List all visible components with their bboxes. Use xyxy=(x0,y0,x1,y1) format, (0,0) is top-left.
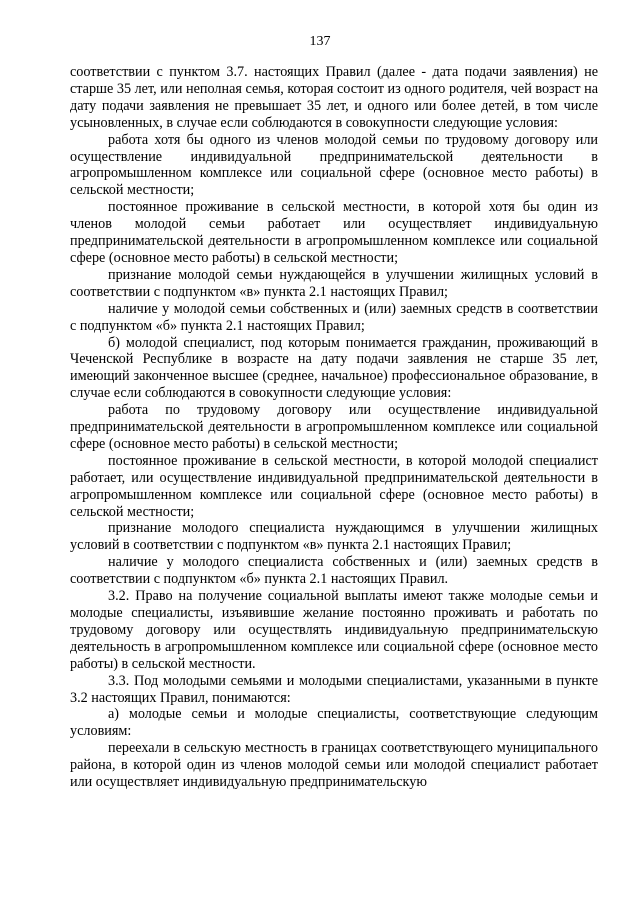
paragraph: переехали в сельскую местность в границах соответствующего муниципального района, в которой один из членов молодой семьи или молодой специалист работает или осуществляет индивидуальную предпринимательскую xyxy=(70,740,598,791)
paragraph: признание молодого специалиста нуждающимся в улучшении жилищных условий в соответствии с подпунктом «в» пункта 2.1 настоящих Правил; xyxy=(70,520,598,554)
paragraph: соответствии с пунктом 3.7. настоящих Правил (далее - дата подачи заявления) не старше 35 лет, или неполная семья, которая состоит из одного родителя, чей возраст на дату подачи заявления не превышает 35 лет, и одного или более детей, в том числе усыновленных, в случае если соблюдаются в совокупности следующие условия: xyxy=(70,64,598,131)
paragraph: работа по трудовому договору или осуществление индивидуальной предпринимательской деятельности в агропромышленном комплексе или социальной сфере (основное место работы) в сельской местности; xyxy=(70,402,598,452)
paragraph: признание молодой семьи нуждающейся в улучшении жилищных условий в соответствии с подпунктом «в» пункта 2.1 настоящих Правил; xyxy=(70,266,598,300)
paragraph: постоянное проживание в сельской местности, в которой молодой специалист работает, или осуществление индивидуальной предпринимательской деятельности в агропромышленном комплексе или социальной сфере (основное место работы) в сельской местности; xyxy=(70,452,598,520)
paragraph: 3.3. Под молодыми семьями и молодыми специалистами, указанными в пункте 3.2 настоящих Правил, понимаются: xyxy=(70,672,598,706)
paragraph: наличие у молодого специалиста собственных и (или) заемных средств в соответствии с подпунктом «б» пункта 2.1 настоящих Правил. xyxy=(70,554,598,588)
document-body xyxy=(70,64,598,791)
paragraph: а) молодые семьи и молодые специалисты, соответствующие следующим условиям: xyxy=(70,706,598,740)
paragraph: наличие у молодой семьи собственных и (или) заемных средств в соответствии с подпунктом «б» пункта 2.1 настоящих Правил; xyxy=(70,300,598,334)
paragraph: работа хотя бы одного из членов молодой семьи по трудовому договору или осуществление индивидуальной предпринимательской деятельности в агропромышленном комплексе или социальной сфере (основное место работы) в сельской местности; xyxy=(70,131,598,199)
paragraph: постоянное проживание в сельской местности, в которой хотя бы один из членов молодой семьи работает или осуществляет индивидуальную предпринимательской деятельности в агропромышленном комплексе или социальной сфере (основное место работы) в сельской местности; xyxy=(70,199,598,266)
page-number: 137 xyxy=(309,34,331,49)
paragraph: б) молодой специалист, под которым понимается гражданин, проживающий в Чеченской Республике в возрасте на дату подачи заявления не старше 35 лет, имеющий законченное высшее (среднее, начальное) профессиональное образование, в случае если соблюдаются в совокупности следующие условия: xyxy=(70,334,598,402)
paragraph: 3.2. Право на получение социальной выплаты имеют также молодые семьи и молодые специалисты, изъявившие желание постоянно проживать и работать по трудовому договору или осуществлять индивидуальную предпринимательскую деятельность в агропромышленном комплексе или социальной сфере (основное место работы) в сельской местности. xyxy=(70,588,598,672)
